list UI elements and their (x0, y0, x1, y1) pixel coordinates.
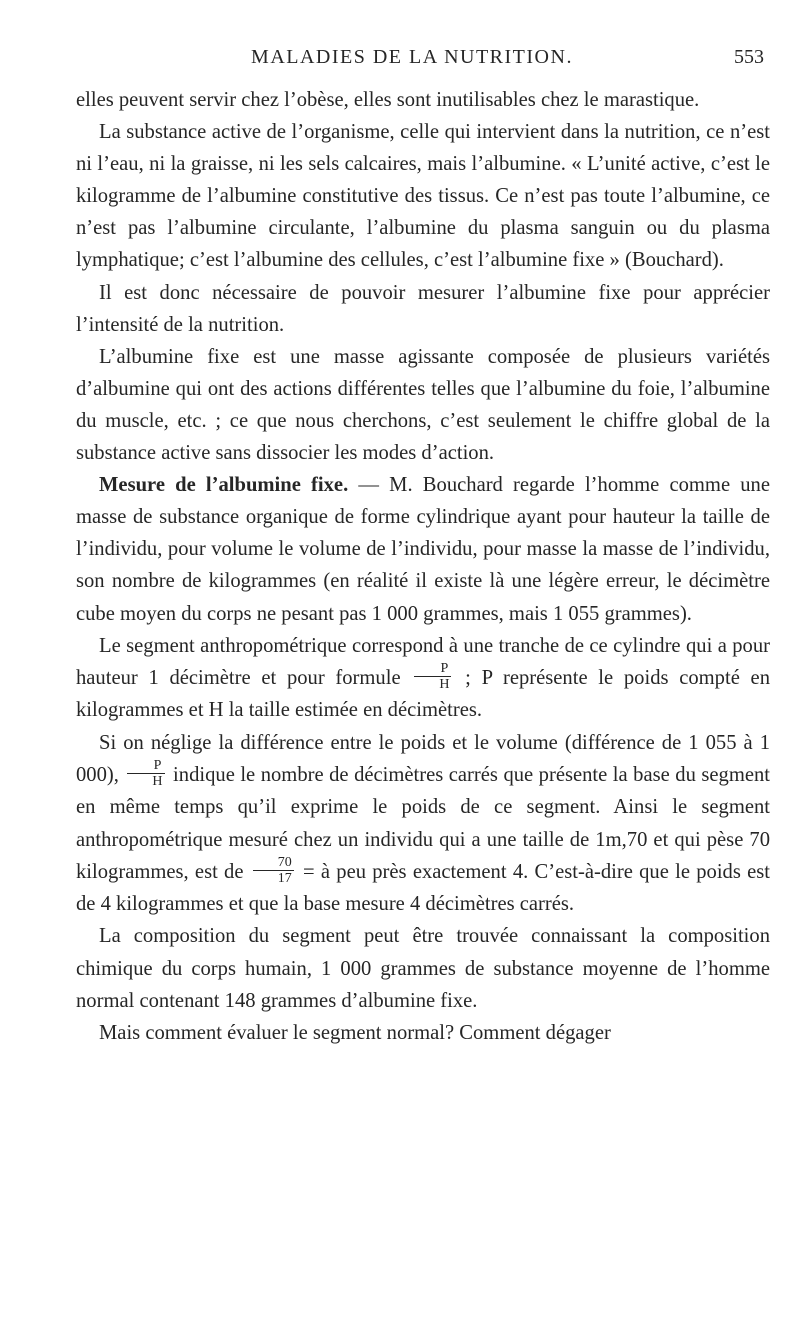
fraction-numerator: P (127, 758, 164, 774)
fraction-denominator: 17 (277, 871, 292, 887)
paragraph-text: La composition du segment peut être trouvée connaissant la composition chimique du corps humain, 1 000 grammes de substance moyenne de l’homme normal contenant 148 grammes d’albumine fixe. (76, 925, 770, 1012)
paragraph-text: Si on néglige la différence entre le poids et le volume (différence de 1 055 à 1 000), (76, 731, 770, 786)
paragraph-text: Le segment anthropométrique correspond à une tranche de ce cylindre qui a pour hauteur 1 décimètre et pour formule (76, 634, 770, 689)
paragraph-text: = à peu près exactement 4. C’est-à-dire que le poids est de 4 kilogrammes et que la base mesure 4 décimètres carrés. (76, 860, 770, 916)
paragraph-text: — M. Bouchard regarde l’homme comme une masse de substance organique de forme cylindrique ayant pour hauteur la taille de l’individu, pour volume le volume de l’individu, pour masse la masse de l’individu, son nombre de kilogrammes (en réalité il existe là une légère erreur, le décimètre cube moyen du corps ne pesant pas 1 000 grammes, mais 1 055 grammes). (76, 474, 770, 625)
fraction-70-over-17 (253, 855, 294, 886)
section-heading: Mesure de l’albumine fixe. (99, 474, 349, 497)
body-text (76, 84, 770, 1049)
paragraph-7 (76, 727, 770, 921)
paragraph-text: L’albumine fixe est une masse agissante composée de plusieurs variétés d’albumine qui ont des actions différentes telles que l’albumine du foie, l’albumine du muscle, etc. ; ce que nous cherchons, c’est seulement le chiffre global de la substance active sans dissocier les modes d’action. (76, 345, 770, 465)
paragraph-6 (76, 630, 770, 727)
fraction-denominator: H (152, 774, 163, 790)
page-number: 553 (734, 46, 764, 68)
paragraph-3 (76, 277, 770, 341)
paragraph-9 (76, 1017, 770, 1049)
paragraph-text: ; P représente le poids compté en kilogrammes et H la taille estimée en décimètres. (76, 666, 770, 722)
paragraph-text: La substance active de l’organisme, celle qui intervient dans la nutrition, ce n’est ni l’eau, ni la graisse, ni les sels calcaires, mais l’albumine. « L’unité active, c’est le kilogramme de l’albumine constitutive des tissus. Ce n’est pas toute l’albumine, ce n’est pas l’albumine circulante, l’albumine du plasma sanguin ou du plasma lymphatique; c’est l’albumine des cellules, c’est l’albumine fixe » (Bouchard). (76, 121, 770, 272)
paragraph-5 (76, 469, 770, 629)
fraction-p-over-h (127, 758, 164, 789)
paragraph-text: Mais comment évaluer le segment normal? Comment dégager (99, 1021, 611, 1044)
fraction-denominator: H (439, 677, 450, 693)
fraction-p-over-h (414, 661, 451, 692)
page-header (60, 42, 764, 72)
paragraph-1 (76, 84, 770, 116)
paragraph-4 (76, 341, 770, 469)
running-title: MALADIES DE LA NUTRITION. (251, 46, 573, 68)
paragraph-8 (76, 920, 770, 1016)
paragraph-text: elles peuvent servir chez l’obèse, elles sont inutilisables chez le marastique. (76, 89, 700, 111)
fraction-numerator: 70 (253, 855, 294, 871)
paragraph-2 (76, 116, 770, 276)
paragraph-text: Il est donc nécessaire de pouvoir mesurer l’albumine fixe pour apprécier l’intensité de la nutrition. (76, 281, 770, 336)
fraction-numerator: P (414, 661, 451, 677)
paragraph-text: indique le nombre de décimètres carrés que présente la base du segment en même temps qu’il exprime le poids de ce segment. Ainsi le segment anthropométrique mesuré chez un individu qui a une taille de 1m,70 et qui pèse 70 kilogrammes, est de (76, 763, 771, 883)
